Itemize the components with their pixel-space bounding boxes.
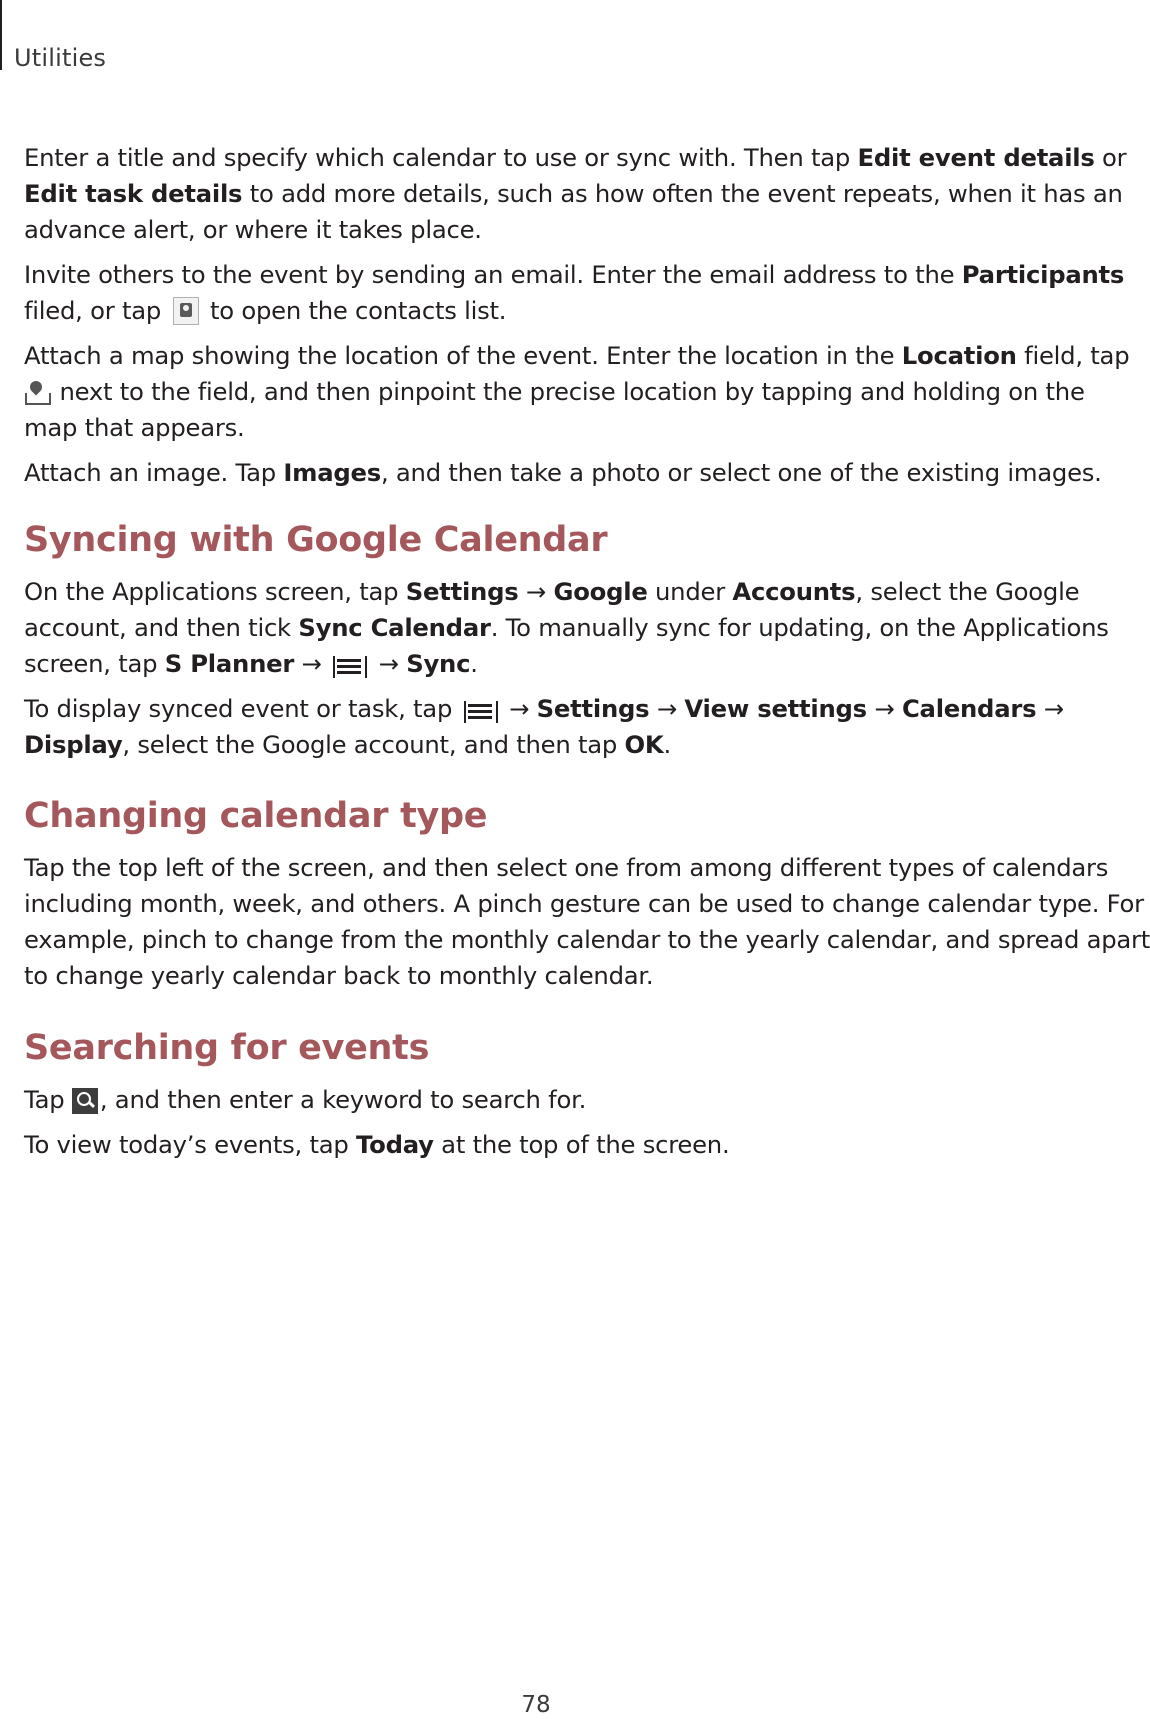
intro-paragraph-2: Invite others to the event by sending an email. Enter the email address to the Participants filed, or tap to open the contacts list. [24,260,1125,325]
contacts-icon [173,297,199,325]
type-paragraph: Tap the top left of the screen, and then select one from among different types of calendars including month, week, and others. A pinch gesture can be used to change calendar type. For example, pinch to change from the monthly calendar to the yearly calendar, and spread apart to change yearly calendar back to monthly calendar. [24,853,1150,990]
sync-paragraph-1: On the Applications screen, tap Settings → Google under Accounts, select the Google account, and then tick Sync Calendar. To manually sync for updating, on the Applications screen, tap S Planner → → Sync. [24,577,1109,678]
heading-syncing: Syncing with Google Calendar [24,520,608,560]
intro-paragraph-4: Attach an image. Tap Images, and then take a photo or select one of the existing images. [24,458,1102,487]
map-icon [24,380,48,406]
intro-paragraph-1: Enter a title and specify which calendar to use or sync with. Then tap Edit event details or Edit task details to add more details, such as how often the event repeats, when it has an advance alert, or where it takes place. [24,143,1127,244]
search-paragraph-1: Tap , and then enter a keyword to search for. [24,1085,587,1114]
header-rule [0,0,2,70]
menu-icon [333,654,367,678]
section-header: Utilities [14,44,107,72]
search-paragraph-2: To view today’s events, tap Today at the top of the screen. [24,1130,730,1159]
heading-calendar-type: Changing calendar type [24,796,488,836]
page-number: 78 [521,1692,551,1718]
page-content [24,140,1150,1172]
menu-icon [464,699,498,723]
heading-searching: Searching for events [24,1028,430,1068]
search-icon [72,1088,98,1114]
sync-paragraph-2: To display synced event or task, tap → Settings → View settings → Calendars → Display, select the Google account, and then tap OK. [24,694,1064,759]
intro-paragraph-3: Attach a map showing the location of the event. Enter the location in the Location field, tap next to the field, and then pinpoint the precise location by tapping and holding on the map that appears. [24,341,1130,442]
